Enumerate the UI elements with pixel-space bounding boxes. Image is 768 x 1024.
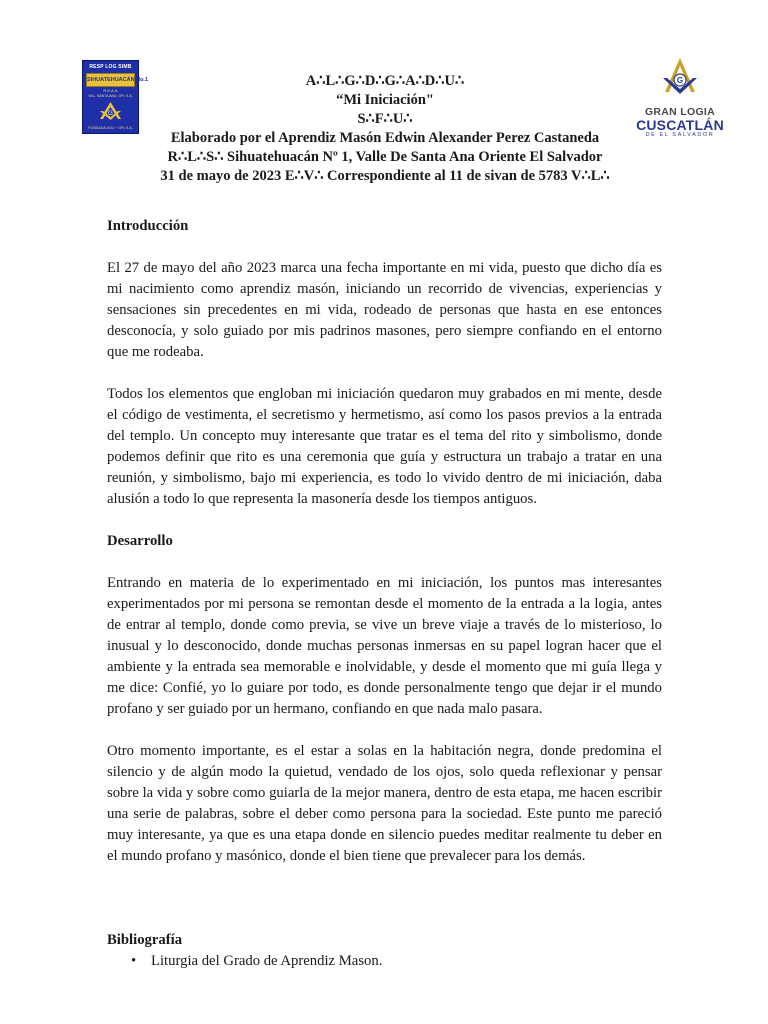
- header-sfu: S∴F∴U∴: [357, 111, 413, 127]
- development-paragraph-2: Otro momento importante, es el estar a solas en la habitación negra, donde predomina el silencio y de algún modo la quietud, vendado de los ojos, solo queda reflexionar y pensar sobre la vida y sobre como guiarla de la mejor manera, dentro de esta etapa, me hacen escribir una serie de palabras, sobre el deber como persona para la sociedad. Este punto me pareció muy interesante, ya que es una etapa donde en silencio puedes meditar realmente tu deber en el mundo profano y masónico, donde el bien tiene que prevalecer para los demás.: [107, 743, 662, 864]
- bibliography-item: • Liturgia del Grado de Aprendiz Mason.: [131, 951, 662, 972]
- document-body: [107, 216, 662, 972]
- section-title-desarrollo: Desarrollo: [107, 533, 173, 549]
- document-header: [140, 72, 630, 186]
- svg-text:G: G: [108, 111, 113, 117]
- header-date: 31 de mayo de 2023 E∴V∴ Correspondiente al 11 de sivan de 5783 V∴L∴: [160, 168, 610, 184]
- lodge-logo-sub2: VAL. SANTA ANA, OR. S.A.: [88, 94, 133, 98]
- lodge-logo-left: [82, 60, 149, 134]
- development-paragraph-1: Entrando en materia de lo experimentado en mi iniciación, los puntos mas interesantes experimentados por mi persona se remontan desde el momento de la entrada a la logia, antes de entrar al templo, donde como previa, se vive un breve viaje a través de lo misterioso, lo inusual y lo desconocido, donde muchas personas inmersas en su papel logran hacer que el ambiente y la entrada sea memorable e inolvidable, y desde el momento que mi guía llega y me dice: Confié, yo lo guiare por todo, es donde personalmente tengo que dejar ir el mundo profano y ser guiado por un hermano, confiando en que nada malo pasara.: [107, 575, 662, 717]
- square-compass-icon: [97, 101, 124, 121]
- section-title-introduction: Introducción: [107, 218, 189, 234]
- gran-logia-line3: DE EL SALVADOR: [645, 132, 715, 138]
- svg-text:G: G: [676, 76, 684, 85]
- section-title-bibliografia: Bibliografía: [107, 932, 183, 948]
- square-compass-emblem-icon: [655, 56, 705, 104]
- gran-logia-line1: GRAN LOGIA: [644, 106, 716, 118]
- header-lodge: R∴L∴S∴ Sihuatehuacán Nº 1, Valle De Santa Ana Oriente El Salvador: [167, 149, 603, 165]
- bibliography-list: [107, 951, 662, 972]
- header-invocation: A∴L∴G∴D∴G∴A∴D∴U∴: [305, 73, 465, 89]
- intro-paragraph-2: Todos los elementos que engloban mi iniciación quedaron muy grabados en mi mente, desde el código de vestimenta, el secretismo y hermetismo, así como los pasos previos a la entrada del templo. Un concepto muy interesante que tratar es el tema del rito y simbolismo, donde podemos definir que rito es una ceremonia que guía y estructura un trabajo a tratar en una reunión, y simbolismo, bajo mi experiencia, es todo lo vivido dentro de mi iniciación, daba alusión a todo lo que representa la masonería desde los tiempos antiguos.: [107, 386, 662, 507]
- lodge-logo-bottom-text: FUNDADA 2012 ~ OR. S.A.: [88, 126, 133, 130]
- gran-logia-logo: [625, 56, 735, 136]
- header-author: Elaborado por el Aprendiz Masón Edwin Alexander Perez Castaneda: [170, 130, 600, 146]
- intro-paragraph-1: El 27 de mayo del año 2023 marca una fecha importante en mi vida, puesto que dicho día es mi nacimiento como aprendiz masón, iniciando un recorrido de vivencias, experiencias y sensaciones sin precedentes en mi vida, rodeado de personas que hasta en ese entonces desconocía, y solo guiado por mis padrinos masones, pero siempre confiando en el entorno que me rodeaba.: [107, 260, 662, 360]
- lodge-logo-sub1: R.E.A.A: [103, 88, 118, 93]
- document-title: “Mi Iniciación": [336, 92, 434, 108]
- lodge-logo-top-text: RESP LOG SIMB: [89, 64, 132, 70]
- lodge-logo-banner: SIHUATEHUACÁN No.1: [86, 73, 135, 87]
- gran-logia-line2: CUSCATLÁN: [636, 117, 724, 133]
